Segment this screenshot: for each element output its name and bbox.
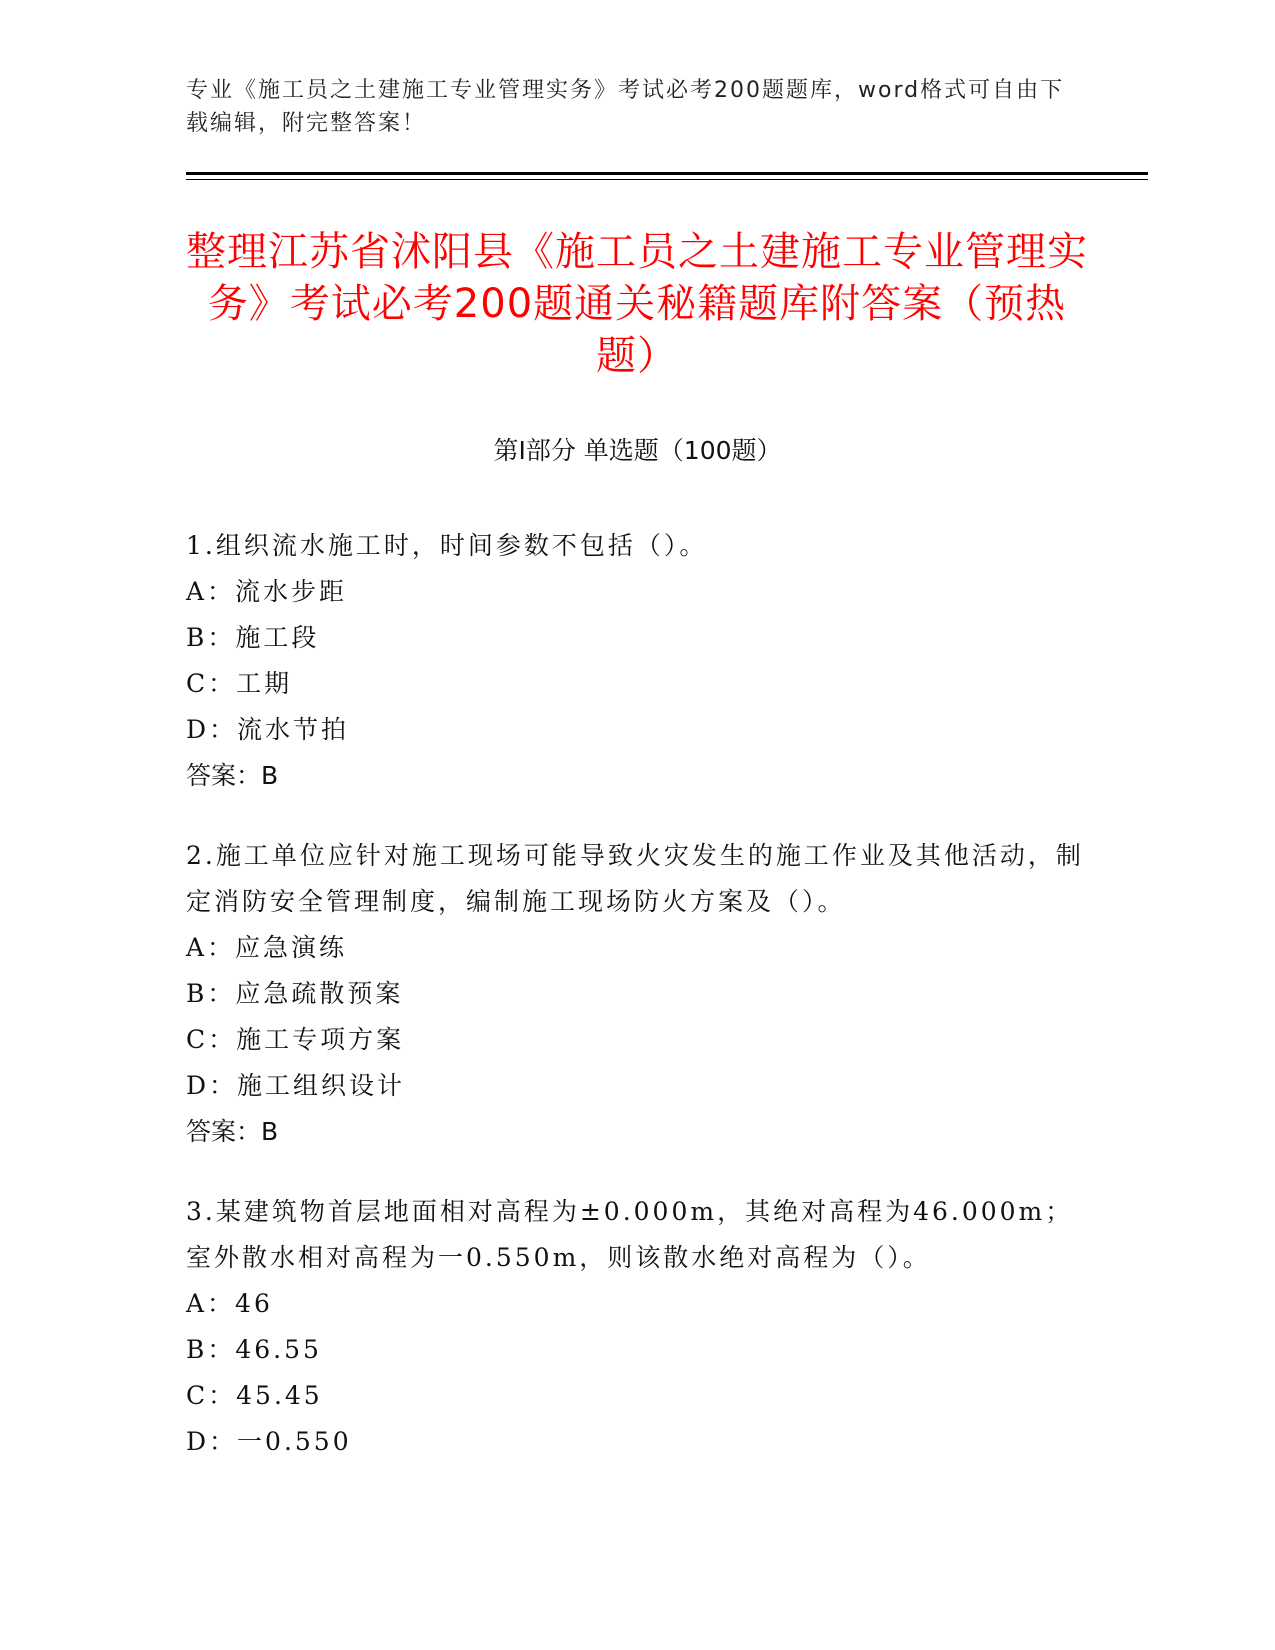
- option-b: B：46.55: [186, 1335, 322, 1364]
- document-title: 整理江苏省沭阳县《施工员之土建施工专业管理实务》考试必考200题通关秘籍题库附答案（预热题）: [186, 229, 1088, 379]
- answer-line: 答案：B: [186, 1117, 279, 1146]
- answer-line: 答案：B: [186, 761, 279, 790]
- question-1: [186, 523, 1086, 799]
- option-a: A：流水步距: [186, 577, 348, 606]
- header-divider-thin: [186, 179, 1148, 180]
- option-c: C：施工专项方案: [186, 1025, 405, 1054]
- header-divider-thick: [186, 172, 1148, 175]
- header-note: 专业《施工员之土建施工专业管理实务》考试必考200题题库，word格式可自由下载编辑，附完整答案！: [186, 78, 1065, 136]
- option-a: A：应急演练: [186, 933, 348, 962]
- option-c: C：工期: [186, 669, 293, 698]
- question-3: [186, 1189, 1086, 1465]
- option-d: D：施工组织设计: [186, 1071, 406, 1100]
- question-stem: 3.某建筑物首层地面相对高程为±0.000m，其绝对高程为46.000m；室外散水相对高程为一0.550m，则该散水绝对高程为（）。: [186, 1197, 1074, 1272]
- option-b: B：施工段: [186, 623, 320, 652]
- question-list: [186, 523, 1086, 1499]
- question-stem: 2.施工单位应针对施工现场可能导致火灾发生的施工作业及其他活动，制定消防安全管理制度，编制施工现场防火方案及（）。: [186, 841, 1084, 916]
- option-c: C：45.45: [186, 1381, 323, 1410]
- option-a: A：46: [186, 1289, 273, 1318]
- question-stem: 1.组织流水施工时，时间参数不包括（）。: [186, 531, 708, 560]
- section-heading: 第Ⅰ部分 单选题（100题）: [493, 436, 782, 465]
- question-2: [186, 833, 1086, 1155]
- option-d: D：流水节拍: [186, 715, 350, 744]
- option-b: B：应急疏散预案: [186, 979, 404, 1008]
- option-d: D：一0.550: [186, 1427, 352, 1456]
